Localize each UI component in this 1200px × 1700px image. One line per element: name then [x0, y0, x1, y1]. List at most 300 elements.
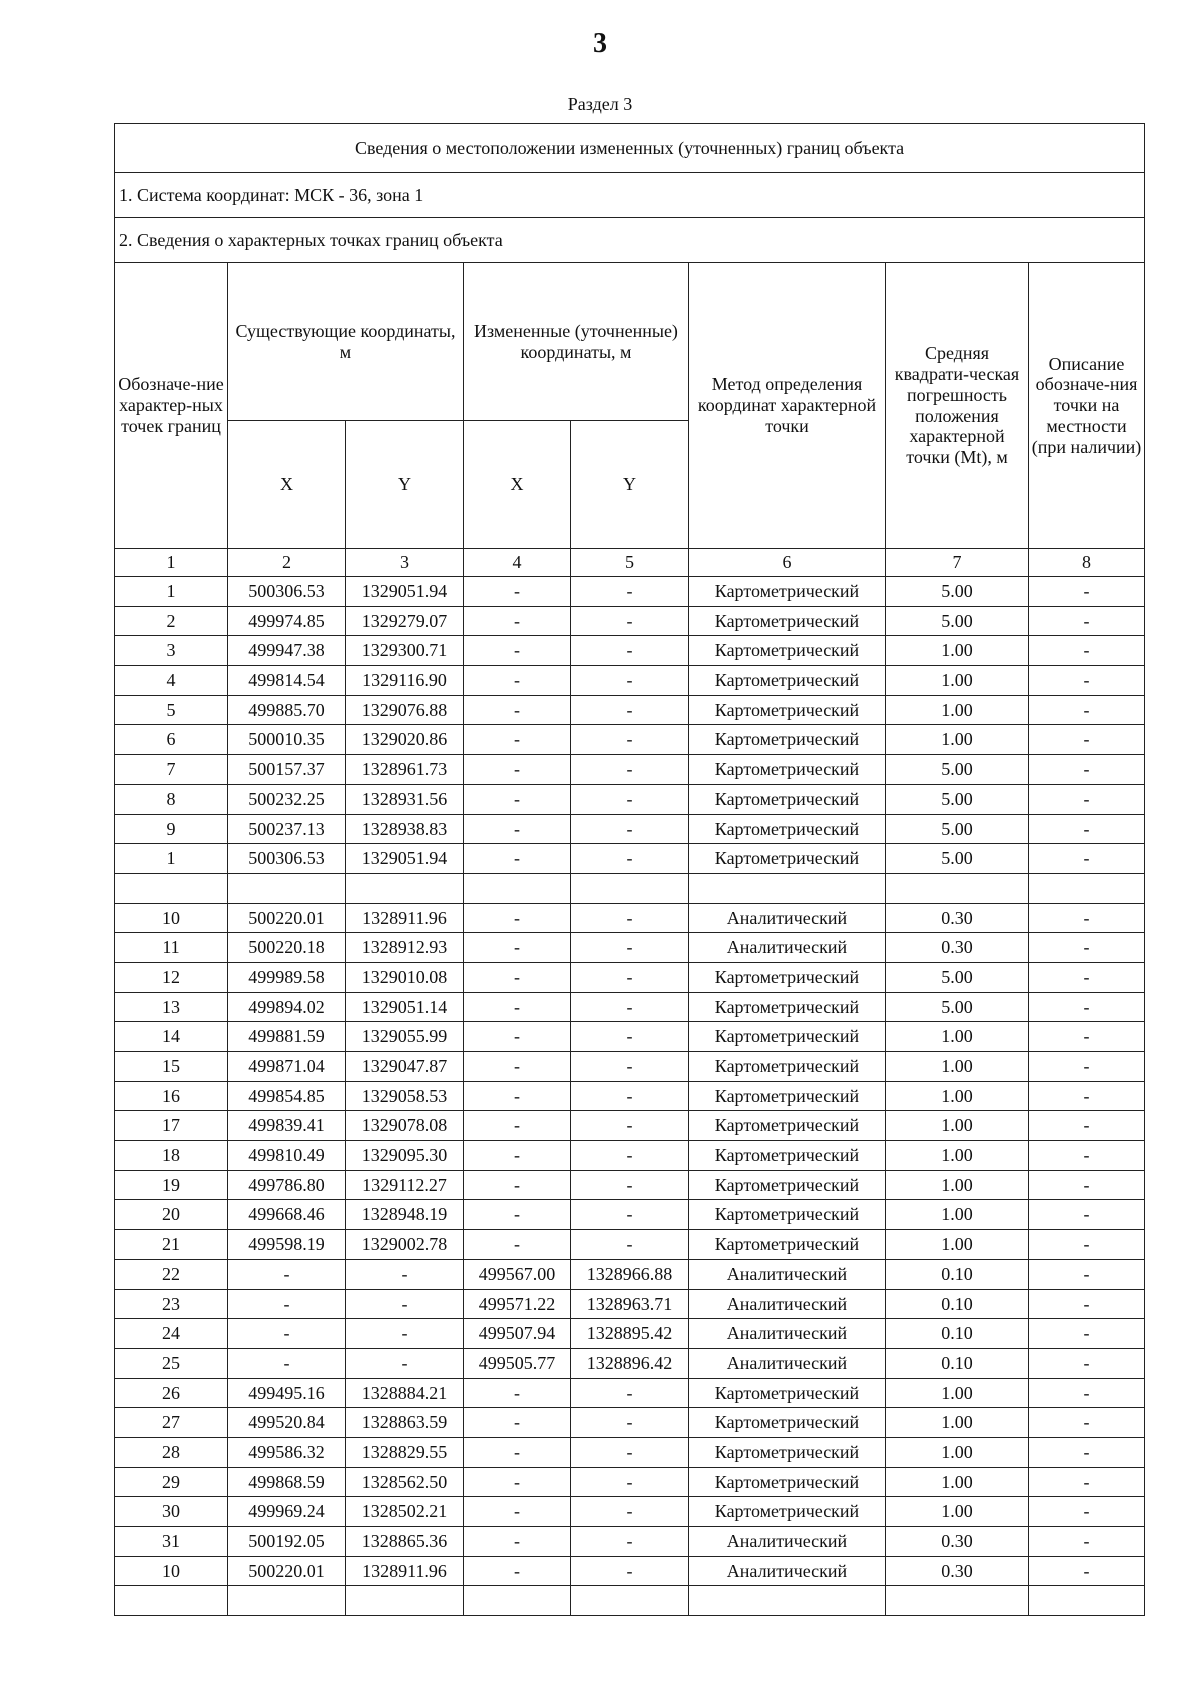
cell-changed-x: - — [464, 1141, 571, 1171]
cell-accuracy: 1.00 — [886, 636, 1029, 666]
cell-existing-y — [346, 1586, 464, 1616]
table-row — [115, 903, 1145, 933]
cell-existing-y: 1328829.55 — [346, 1437, 464, 1467]
cell-existing-x: 499495.16 — [228, 1378, 346, 1408]
cell-point-id: 24 — [115, 1319, 228, 1349]
cell-changed-x: - — [464, 755, 571, 785]
cell-point-id: 16 — [115, 1081, 228, 1111]
cell-existing-x: - — [228, 1319, 346, 1349]
table-row — [115, 1437, 1145, 1467]
cell-description: - — [1029, 1259, 1145, 1289]
cell-accuracy: 1.00 — [886, 695, 1029, 725]
table-title-row — [115, 124, 1145, 173]
cell-accuracy: 5.00 — [886, 814, 1029, 844]
table-row — [115, 666, 1145, 696]
cell-changed-x — [464, 873, 571, 903]
cell-description: - — [1029, 695, 1145, 725]
table-row — [115, 1081, 1145, 1111]
header-method: Метод определения координат характерной точки — [689, 263, 886, 549]
cell-method: Аналитический — [689, 1556, 886, 1586]
cell-description: - — [1029, 784, 1145, 814]
cell-accuracy: 1.00 — [886, 1200, 1029, 1230]
cell-changed-y: - — [571, 1378, 689, 1408]
cell-changed-y: - — [571, 1111, 689, 1141]
cell-accuracy: 0.10 — [886, 1259, 1029, 1289]
table-row — [115, 962, 1145, 992]
cell-method — [689, 1586, 886, 1616]
section-label: Раздел 3 — [567, 94, 633, 114]
cell-changed-y: - — [571, 1022, 689, 1052]
cell-changed-y: - — [571, 1497, 689, 1527]
cell-point-id: 25 — [115, 1348, 228, 1378]
column-number: 6 — [689, 549, 886, 577]
cell-method: Картометрический — [689, 1467, 886, 1497]
cell-existing-x: 499885.70 — [228, 695, 346, 725]
cell-existing-x: 500192.05 — [228, 1527, 346, 1557]
cell-changed-y: 1328896.42 — [571, 1348, 689, 1378]
cell-description: - — [1029, 1289, 1145, 1319]
cell-changed-x: - — [464, 1497, 571, 1527]
cell-method: Аналитический — [689, 903, 886, 933]
cell-method: Картометрический — [689, 844, 886, 874]
cell-method: Картометрический — [689, 1200, 886, 1230]
cell-accuracy: 0.10 — [886, 1348, 1029, 1378]
cell-existing-x: 500220.01 — [228, 903, 346, 933]
cell-changed-x: - — [464, 844, 571, 874]
cell-existing-y: 1328911.96 — [346, 903, 464, 933]
cell-description: - — [1029, 814, 1145, 844]
cell-existing-x: 499586.32 — [228, 1437, 346, 1467]
header-row-1 — [115, 263, 1145, 421]
cell-existing-x: - — [228, 1289, 346, 1319]
table-row — [115, 992, 1145, 1022]
cell-point-id: 19 — [115, 1170, 228, 1200]
cell-changed-y: - — [571, 1527, 689, 1557]
cell-accuracy: 5.00 — [886, 784, 1029, 814]
cell-changed-y: - — [571, 666, 689, 696]
table-row — [115, 755, 1145, 785]
cell-existing-y: 1329051.14 — [346, 992, 464, 1022]
cell-changed-y: 1328963.71 — [571, 1289, 689, 1319]
cell-existing-x: 499520.84 — [228, 1408, 346, 1438]
cell-description: - — [1029, 1230, 1145, 1260]
header-existing: Существующие координаты, м — [228, 263, 464, 421]
cell-existing-x: 499989.58 — [228, 962, 346, 992]
cell-existing-x: 499969.24 — [228, 1497, 346, 1527]
cell-method: Картометрический — [689, 1497, 886, 1527]
cell-changed-y: - — [571, 933, 689, 963]
table-row — [115, 1141, 1145, 1171]
cell-description: - — [1029, 1408, 1145, 1438]
cell-method: Картометрический — [689, 1230, 886, 1260]
cell-description: - — [1029, 1378, 1145, 1408]
cell-existing-y: 1328562.50 — [346, 1467, 464, 1497]
cell-point-id: 4 — [115, 666, 228, 696]
cell-changed-y: - — [571, 844, 689, 874]
cell-changed-y: - — [571, 784, 689, 814]
cell-point-id: 17 — [115, 1111, 228, 1141]
cell-existing-x: 499786.80 — [228, 1170, 346, 1200]
cell-accuracy: 1.00 — [886, 725, 1029, 755]
cell-accuracy: 0.30 — [886, 933, 1029, 963]
cell-accuracy: 1.00 — [886, 1022, 1029, 1052]
cell-changed-x: - — [464, 1556, 571, 1586]
cell-existing-x: 500306.53 — [228, 844, 346, 874]
cell-accuracy — [886, 873, 1029, 903]
cell-existing-x: 500010.35 — [228, 725, 346, 755]
cell-description: - — [1029, 903, 1145, 933]
cell-description: - — [1029, 1556, 1145, 1586]
cell-changed-y: 1328966.88 — [571, 1259, 689, 1289]
table-row — [115, 933, 1145, 963]
cell-existing-y: 1328912.93 — [346, 933, 464, 963]
cell-method: Картометрический — [689, 814, 886, 844]
cell-changed-x: - — [464, 784, 571, 814]
cell-existing-y: - — [346, 1289, 464, 1319]
cell-changed-x: - — [464, 992, 571, 1022]
cell-point-id: 31 — [115, 1527, 228, 1557]
column-number: 8 — [1029, 549, 1145, 577]
cell-changed-x: - — [464, 666, 571, 696]
cell-existing-x: 499947.38 — [228, 636, 346, 666]
cell-point-id: 14 — [115, 1022, 228, 1052]
cell-changed-y: - — [571, 1437, 689, 1467]
cell-existing-x: 499881.59 — [228, 1022, 346, 1052]
cell-method: Аналитический — [689, 1348, 886, 1378]
cell-point-id: 23 — [115, 1289, 228, 1319]
cell-description: - — [1029, 1527, 1145, 1557]
column-number: 3 — [346, 549, 464, 577]
cell-changed-y: - — [571, 1052, 689, 1082]
column-number: 7 — [886, 549, 1029, 577]
cell-changed-y: - — [571, 992, 689, 1022]
cell-accuracy: 5.00 — [886, 606, 1029, 636]
cell-method: Аналитический — [689, 1259, 886, 1289]
cell-changed-x: - — [464, 814, 571, 844]
cell-description: - — [1029, 844, 1145, 874]
cell-description: - — [1029, 606, 1145, 636]
cell-changed-x: 499567.00 — [464, 1259, 571, 1289]
cell-accuracy: 1.00 — [886, 1437, 1029, 1467]
cell-existing-y: 1329055.99 — [346, 1022, 464, 1052]
cell-description: - — [1029, 577, 1145, 607]
cell-changed-y: - — [571, 903, 689, 933]
cell-existing-x: 499868.59 — [228, 1467, 346, 1497]
cell-accuracy: 1.00 — [886, 1111, 1029, 1141]
table-row — [115, 814, 1145, 844]
cell-changed-y: - — [571, 755, 689, 785]
cell-accuracy: 1.00 — [886, 1497, 1029, 1527]
cell-point-id: 9 — [115, 814, 228, 844]
cell-changed-y: - — [571, 636, 689, 666]
cell-method: Картометрический — [689, 1170, 886, 1200]
cell-changed-x: - — [464, 1081, 571, 1111]
cell-point-id: 6 — [115, 725, 228, 755]
cell-changed-x: - — [464, 577, 571, 607]
cell-accuracy: 0.10 — [886, 1289, 1029, 1319]
table-row — [115, 1319, 1145, 1349]
cell-changed-y: - — [571, 1170, 689, 1200]
cell-changed-y: - — [571, 1141, 689, 1171]
cell-method: Картометрический — [689, 1022, 886, 1052]
cell-existing-x: 499974.85 — [228, 606, 346, 636]
table-row — [115, 1378, 1145, 1408]
cell-changed-x: 499505.77 — [464, 1348, 571, 1378]
table-row — [115, 1467, 1145, 1497]
cell-changed-y: - — [571, 577, 689, 607]
table-row — [115, 1556, 1145, 1586]
cell-changed-y: - — [571, 725, 689, 755]
cell-existing-y: 1329279.07 — [346, 606, 464, 636]
cell-accuracy: 0.30 — [886, 1527, 1029, 1557]
cell-method: Картометрический — [689, 577, 886, 607]
cell-point-id: 15 — [115, 1052, 228, 1082]
header-designation: Обозначе-ние характер-ных точек границ — [115, 263, 228, 549]
table-row — [115, 1408, 1145, 1438]
cell-point-id: 28 — [115, 1437, 228, 1467]
cell-point-id: 11 — [115, 933, 228, 963]
cell-existing-x: 500157.37 — [228, 755, 346, 785]
cell-changed-y: - — [571, 606, 689, 636]
cell-changed-x: - — [464, 1022, 571, 1052]
cell-existing-y: 1329010.08 — [346, 962, 464, 992]
cell-changed-x: - — [464, 1230, 571, 1260]
points-heading-row — [115, 218, 1145, 263]
cell-existing-y: 1329076.88 — [346, 695, 464, 725]
cell-point-id: 21 — [115, 1230, 228, 1260]
cell-existing-y: 1328948.19 — [346, 1200, 464, 1230]
cell-existing-y: 1329002.78 — [346, 1230, 464, 1260]
cell-existing-y: 1329020.86 — [346, 725, 464, 755]
cell-existing-y: 1329051.94 — [346, 844, 464, 874]
cell-changed-x: - — [464, 636, 571, 666]
cell-accuracy: 1.00 — [886, 1170, 1029, 1200]
cell-method: Картометрический — [689, 1141, 886, 1171]
cell-point-id: 27 — [115, 1408, 228, 1438]
cell-existing-y: 1329047.87 — [346, 1052, 464, 1082]
cell-existing-x: 500220.01 — [228, 1556, 346, 1586]
cell-point-id: 26 — [115, 1378, 228, 1408]
cell-existing-x — [228, 1586, 346, 1616]
cell-existing-y: 1328884.21 — [346, 1378, 464, 1408]
cell-changed-x: - — [464, 695, 571, 725]
cell-point-id: 2 — [115, 606, 228, 636]
cell-point-id: 1 — [115, 844, 228, 874]
page-number: 3 — [593, 28, 607, 59]
cell-changed-x: - — [464, 933, 571, 963]
cell-method: Аналитический — [689, 1289, 886, 1319]
table-row — [115, 695, 1145, 725]
cell-accuracy — [886, 1586, 1029, 1616]
cell-existing-y: 1328865.36 — [346, 1527, 464, 1557]
cell-point-id: 29 — [115, 1467, 228, 1497]
cell-point-id: 5 — [115, 695, 228, 725]
table-row — [115, 725, 1145, 755]
cell-existing-y: - — [346, 1319, 464, 1349]
cell-accuracy: 0.30 — [886, 1556, 1029, 1586]
cell-changed-y — [571, 1586, 689, 1616]
table-title: Сведения о местоположении измененных (уточненных) границ объекта — [115, 124, 1145, 173]
cell-existing-x: 499668.46 — [228, 1200, 346, 1230]
cell-existing-y: 1328961.73 — [346, 755, 464, 785]
cell-description: - — [1029, 1319, 1145, 1349]
cell-description: - — [1029, 1467, 1145, 1497]
table-row — [115, 873, 1145, 903]
table-row — [115, 1200, 1145, 1230]
column-number: 4 — [464, 549, 571, 577]
cell-changed-y: 1328895.42 — [571, 1319, 689, 1349]
cell-method: Картометрический — [689, 666, 886, 696]
cell-changed-x: - — [464, 1378, 571, 1408]
coordinate-system: 1. Система координат: МСК - 36, зона 1 — [115, 173, 1145, 218]
cell-description: - — [1029, 1081, 1145, 1111]
table-body — [115, 124, 1145, 1616]
cell-existing-x: 499839.41 — [228, 1111, 346, 1141]
table-row — [115, 1289, 1145, 1319]
cell-existing-y: 1329051.94 — [346, 577, 464, 607]
cell-point-id: 10 — [115, 1556, 228, 1586]
table-row — [115, 784, 1145, 814]
cell-existing-x: 499814.54 — [228, 666, 346, 696]
cell-accuracy: 1.00 — [886, 666, 1029, 696]
cell-method — [689, 873, 886, 903]
cell-point-id: 7 — [115, 755, 228, 785]
cell-description: - — [1029, 933, 1145, 963]
cell-changed-x: - — [464, 1170, 571, 1200]
cell-method: Картометрический — [689, 636, 886, 666]
cell-changed-x: - — [464, 1527, 571, 1557]
cell-accuracy: 0.30 — [886, 903, 1029, 933]
cell-point-id: 1 — [115, 577, 228, 607]
header-changed-x: X — [464, 421, 571, 549]
cell-method: Картометрический — [689, 695, 886, 725]
cell-description: - — [1029, 666, 1145, 696]
column-number: 2 — [228, 549, 346, 577]
cell-description: - — [1029, 1200, 1145, 1230]
cell-changed-x: 499571.22 — [464, 1289, 571, 1319]
cell-changed-x — [464, 1586, 571, 1616]
cell-changed-y: - — [571, 695, 689, 725]
cell-changed-x: - — [464, 962, 571, 992]
cell-accuracy: 1.00 — [886, 1052, 1029, 1082]
cell-point-id: 8 — [115, 784, 228, 814]
cell-existing-y: 1328938.83 — [346, 814, 464, 844]
cell-changed-x: - — [464, 1052, 571, 1082]
cell-existing-y: 1329095.30 — [346, 1141, 464, 1171]
header-existing-x: X — [228, 421, 346, 549]
cell-method: Картометрический — [689, 1081, 886, 1111]
cell-description: - — [1029, 1141, 1145, 1171]
cell-changed-x: - — [464, 1111, 571, 1141]
cell-existing-x — [228, 873, 346, 903]
cell-existing-x: 500306.53 — [228, 577, 346, 607]
cell-point-id: 12 — [115, 962, 228, 992]
cell-existing-x: 499810.49 — [228, 1141, 346, 1171]
cell-point-id: 20 — [115, 1200, 228, 1230]
cell-point-id: 13 — [115, 992, 228, 1022]
cell-point-id: 18 — [115, 1141, 228, 1171]
cell-changed-y: - — [571, 1081, 689, 1111]
cell-description — [1029, 1586, 1145, 1616]
cell-existing-x: 500237.13 — [228, 814, 346, 844]
cell-accuracy: 1.00 — [886, 1408, 1029, 1438]
table-row — [115, 577, 1145, 607]
cell-accuracy: 5.00 — [886, 577, 1029, 607]
cell-existing-y: 1329300.71 — [346, 636, 464, 666]
cell-method: Картометрический — [689, 606, 886, 636]
cell-description: - — [1029, 1052, 1145, 1082]
cell-method: Картометрический — [689, 992, 886, 1022]
table-row — [115, 636, 1145, 666]
cell-point-id: 10 — [115, 903, 228, 933]
cell-method: Аналитический — [689, 1319, 886, 1349]
cell-method: Картометрический — [689, 1408, 886, 1438]
points-heading: 2. Сведения о характерных точках границ объекта — [115, 218, 1145, 263]
cell-existing-y: 1328931.56 — [346, 784, 464, 814]
cell-accuracy: 5.00 — [886, 962, 1029, 992]
cell-existing-y: - — [346, 1348, 464, 1378]
table-row — [115, 1497, 1145, 1527]
cell-existing-y: 1329112.27 — [346, 1170, 464, 1200]
cell-changed-y: - — [571, 1556, 689, 1586]
cell-description: - — [1029, 992, 1145, 1022]
cell-description: - — [1029, 1497, 1145, 1527]
cell-method: Картометрический — [689, 755, 886, 785]
cell-existing-y: 1328502.21 — [346, 1497, 464, 1527]
cell-method: Аналитический — [689, 1527, 886, 1557]
cell-accuracy: 1.00 — [886, 1081, 1029, 1111]
cell-existing-x: 499854.85 — [228, 1081, 346, 1111]
cell-point-id — [115, 1586, 228, 1616]
cell-changed-y: - — [571, 1467, 689, 1497]
table-row — [115, 1348, 1145, 1378]
cell-accuracy: 1.00 — [886, 1467, 1029, 1497]
table-row — [115, 1170, 1145, 1200]
cell-description: - — [1029, 1111, 1145, 1141]
cell-description: - — [1029, 1348, 1145, 1378]
table-row — [115, 1230, 1145, 1260]
cell-point-id — [115, 873, 228, 903]
cell-description: - — [1029, 636, 1145, 666]
table-row — [115, 844, 1145, 874]
header-changed-y: Y — [571, 421, 689, 549]
cell-changed-y: - — [571, 1408, 689, 1438]
cell-existing-y: 1329078.08 — [346, 1111, 464, 1141]
cell-description: - — [1029, 1170, 1145, 1200]
cell-existing-y: 1329058.53 — [346, 1081, 464, 1111]
cell-changed-y: - — [571, 962, 689, 992]
cell-accuracy: 1.00 — [886, 1378, 1029, 1408]
cell-point-id: 30 — [115, 1497, 228, 1527]
cell-accuracy: 1.00 — [886, 1230, 1029, 1260]
column-number: 5 — [571, 549, 689, 577]
header-existing-y: Y — [346, 421, 464, 549]
cell-accuracy: 1.00 — [886, 1141, 1029, 1171]
header-changed: Измененные (уточненные) координаты, м — [464, 263, 689, 421]
cell-changed-x: - — [464, 1467, 571, 1497]
cell-point-id: 22 — [115, 1259, 228, 1289]
cell-existing-y — [346, 873, 464, 903]
cell-existing-x: 499871.04 — [228, 1052, 346, 1082]
cell-changed-x: - — [464, 606, 571, 636]
cell-method: Картометрический — [689, 1111, 886, 1141]
cell-changed-x: - — [464, 1437, 571, 1467]
table-row — [115, 1527, 1145, 1557]
table-row — [115, 1022, 1145, 1052]
cell-existing-x: 499598.19 — [228, 1230, 346, 1260]
cell-changed-x: - — [464, 1200, 571, 1230]
cell-existing-y: 1329116.90 — [346, 666, 464, 696]
